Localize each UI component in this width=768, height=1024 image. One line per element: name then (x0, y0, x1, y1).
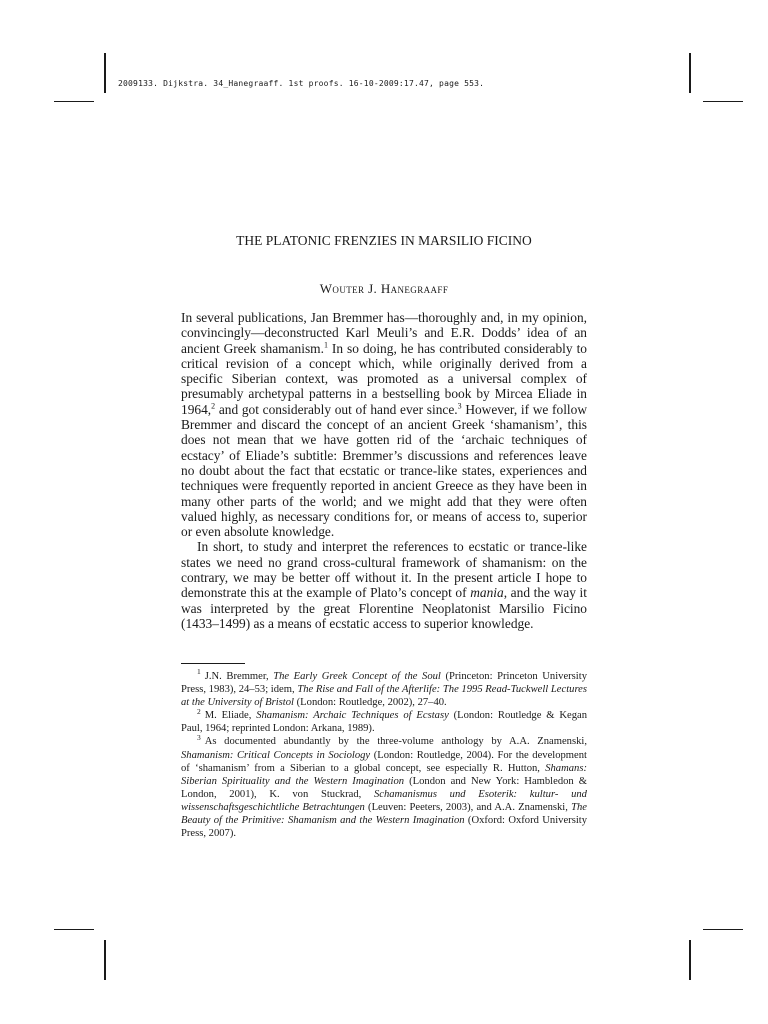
crop-mark-bottom-left-vertical (104, 940, 106, 980)
crop-mark-bottom-right-vertical (689, 940, 691, 980)
citation-title: Shamans: Siberian Spirituality and the Western Imagination (181, 762, 587, 787)
text-run: , and the way it was interpreted by the great Florentine Neoplatonist Marsilio Ficino (1433–1499) as a means of ecstatic access to superior knowledge. (181, 585, 587, 631)
text-run: (London and New York: Hambledon & London, 2001), K. von Stuckrad, (181, 775, 587, 800)
footnote-number: 1 (197, 667, 201, 677)
article-author: Wouter J. Hanegraaff (319, 281, 449, 296)
citation-title: The Early Greek Concept of the Soul (273, 671, 441, 682)
crop-mark-top-left-vertical (104, 53, 106, 93)
text-run: However, if we follow Bremmer and discard the concept of an ancient Greek ‘shamanism’, this does not mean that we have gotten rid of the ‘archaic techniques of ecstacy’ of Eliade’s subtitle: Bremmer’s discussions and references leave no doubt about the fact that ecstatic or trance-like states, experiences and techniques were frequently reported in ancient Greece as they have been in many other parts of the world; and we might add that they were often valued highly, as necessary conditions for, or means of access to, superior or even absolute knowledge. (181, 401, 587, 540)
footnote (181, 667, 587, 709)
emphasis: mania (470, 585, 504, 601)
footnote (181, 706, 587, 735)
citation-title: Schamanismus und Esoterik: kultur- und wissenschaftsgeschichtliche Betrachtungen (181, 788, 587, 813)
footnote-rule (181, 663, 245, 664)
crop-mark-top-right-horizontal (703, 101, 743, 102)
body-text (181, 310, 587, 631)
footnote-ref[interactable]: 1 (323, 340, 328, 350)
citation-title: The Rise and Fall of the Afterlife: The 1995 Read-Tuckwell Lectures at the University of Bristol (181, 684, 587, 709)
crop-mark-top-left-horizontal (54, 101, 94, 102)
citation-title: Shamanism: Critical Concepts in Sociology (181, 749, 371, 761)
crop-mark-top-right-vertical (689, 53, 691, 93)
text-run: (Princeton: Princeton University Press, 1983), 24–53; idem, (181, 671, 587, 696)
proof-header: 2009133. Dijkstra. 34_Hanegraaff. 1st proofs. 16-10-2009:17.47, page 553. (118, 79, 485, 88)
text-run: In short, to study and interpret the references to ecstatic or trance-like states we need no grand cross-cultural framework of shamanism: on the contrary, we may be better off without it. In the present article I hope to demonstrate this at the example of Plato’s concept of (181, 539, 587, 601)
footnotes (181, 667, 587, 840)
text-run: M. Eliade, (204, 710, 257, 722)
crop-mark-bottom-right-horizontal (703, 929, 743, 930)
text-run: (Oxford: Oxford University Press, 2007). (181, 815, 587, 840)
citation-title: The Beauty of the Primitive: Shamanism and the Western Imagination (181, 801, 587, 827)
text-run: (London: Routledge, 2002), 27–40. (294, 697, 447, 709)
text-run: In so doing, he has contributed considerably to critical revision of a concept which, while originally derived from a specific Siberian context, was promoted as a universal complex of presumably archetypal patterns in a bestselling book by Mircea Eliade in 1964, (181, 340, 587, 417)
footnote-ref[interactable]: 2 (211, 401, 216, 411)
paragraph (181, 539, 587, 631)
citation-title: Shamanism: Archaic Techniques of Ecstasy (256, 710, 449, 722)
footnote (181, 732, 587, 840)
text-run: (London: Routledge, 2004). For the development of ‘shamanism’ from a Siberian to a global concept, see especially R. Hutton, (181, 749, 587, 774)
footnote-ref[interactable]: 3 (457, 401, 462, 411)
footnote-number: 2 (197, 706, 201, 716)
paragraph (181, 310, 587, 539)
footnote-number: 3 (197, 732, 201, 742)
text-run: As documented abundantly by the three-volume anthology by A.A. Znamenski, (204, 736, 587, 748)
article-title: THE PLATONIC FRENZIES IN MARSILIO FICINO (236, 233, 532, 248)
text-run: In several publications, Jan Bremmer has—thoroughly and, in my opinion, convincingly—deconstructed Karl Meuli’s and E.R. Dodds’ idea of an ancient Greek shamanism. (181, 310, 587, 356)
text-run: and got considerably out of hand ever since. (215, 401, 458, 417)
text-run: J.N. Bremmer, (204, 671, 274, 682)
text-run: (London: Routledge & Kegan Paul, 1964; reprinted London: Arkana, 1989). (181, 710, 587, 735)
crop-mark-bottom-left-horizontal (54, 929, 94, 930)
text-run: (Leuven: Peeters, 2003), and A.A. Znamenski, (364, 801, 572, 813)
